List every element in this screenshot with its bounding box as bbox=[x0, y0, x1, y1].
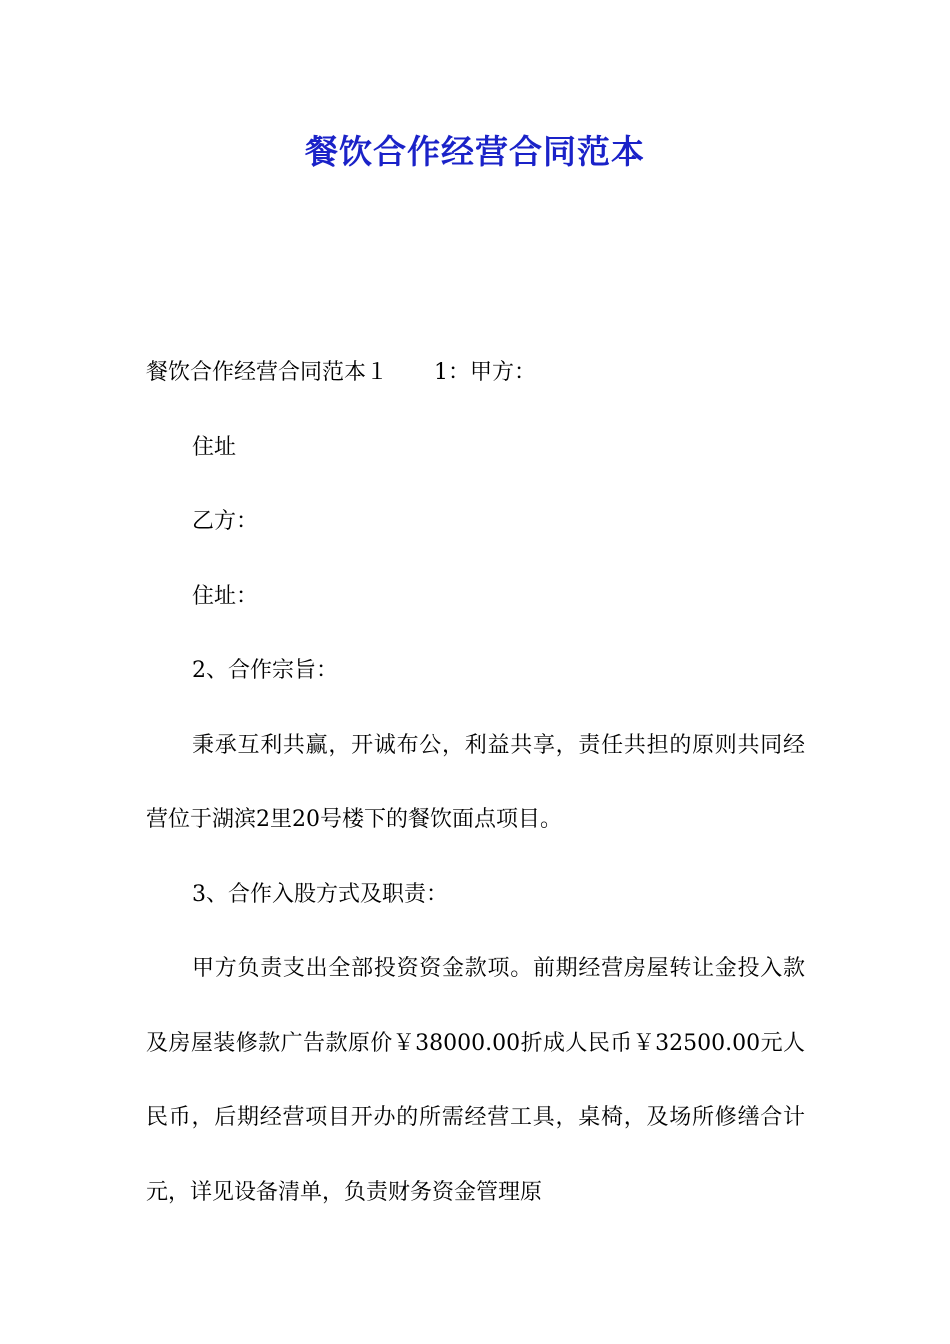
party-a-address: 住址 bbox=[192, 434, 237, 460]
intro-paragraph bbox=[146, 336, 805, 411]
document-body bbox=[146, 336, 805, 1230]
party-a-label: 1：甲方： bbox=[434, 360, 537, 385]
contract-name: 餐饮合作经营合同范本１ bbox=[146, 360, 389, 385]
document-title: 餐饮合作经营合同范本 bbox=[305, 132, 645, 171]
investment-paragraph: 甲方负责支出全部投资资金款项。前期经营房屋转让金投入款及房屋装修款广告款原价￥38000.00折成人民币￥32500.00元人民币，后期经营项目开办的所需经营工具，桌椅，及场所修缮合计元，详见设备清单，负责财务资金管理原 bbox=[146, 956, 805, 1205]
section-2-heading: 2、合作宗旨： bbox=[192, 658, 338, 683]
party-b-address: 住址： bbox=[192, 583, 259, 609]
party-b-label: 乙方： bbox=[192, 509, 259, 534]
purpose-paragraph: 秉承互利共赢，开诚布公，利益共享，责任共担的原则共同经营位于湖滨2里20号楼下的餐饮面点项目。 bbox=[146, 732, 805, 832]
section-3-heading: 3、合作入股方式及职责： bbox=[192, 881, 448, 907]
